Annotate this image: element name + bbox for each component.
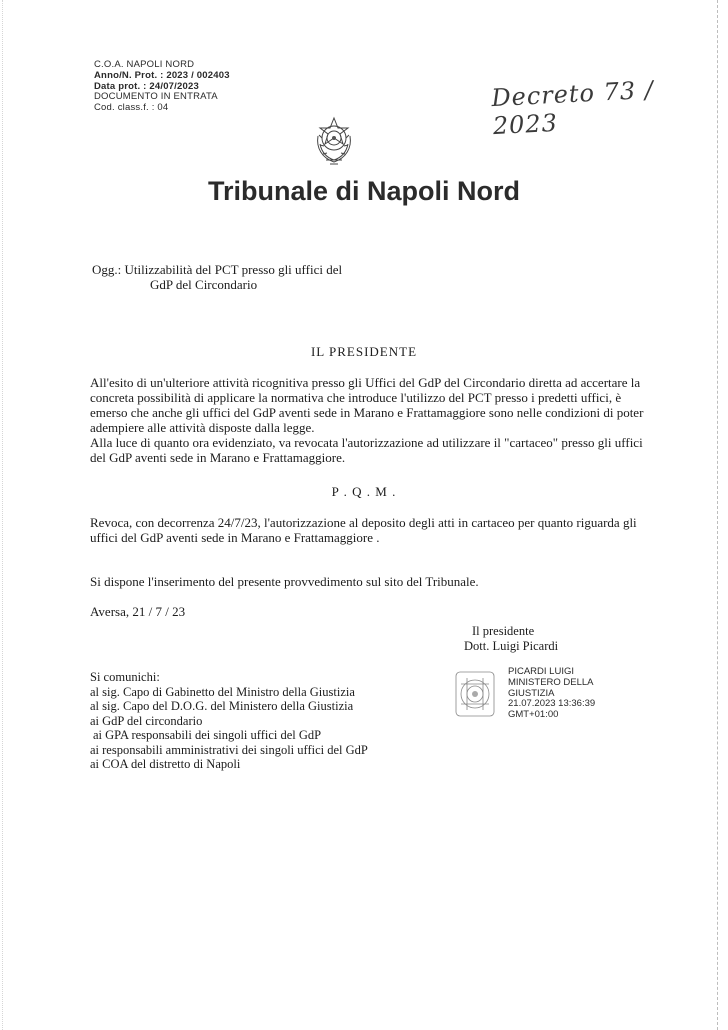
scan-edge-left	[2, 0, 3, 1030]
heading-pqm: P . Q . M .	[331, 484, 397, 499]
signature-role: Il presidente	[472, 624, 535, 638]
digital-stamp-line-2: MINISTERO DELLA	[508, 676, 594, 688]
body-text	[90, 375, 650, 465]
subject-line-2: GdP del Circondario	[150, 277, 258, 292]
distribution-title: Si comunichi:	[90, 670, 160, 684]
dispone-text: Si dispone l'inserimento del presente provvedimento sul sito del Tribunale.	[90, 574, 479, 589]
digital-stamp-line-3: GIUSTIZIA	[508, 687, 555, 699]
list-item: al sig. Capo del D.O.G. del Ministero della Giustizia	[90, 699, 354, 713]
distribution-list	[90, 670, 368, 772]
italian-republic-emblem-icon	[312, 114, 356, 171]
court-title: Tribunale di Napoli Nord	[207, 176, 521, 206]
revoca-text: Revoca, con decorrenza 24/7/23, l'autorizzazione al deposito degli atti in cartaceo per quanto riguarda gli uffici del GdP aventi sede in Marano e Frattamaggiore .	[90, 515, 637, 545]
signature-block	[464, 624, 559, 653]
subject-block	[92, 262, 342, 292]
list-item: ai responsabili amministrativi dei singoli uffici del GdP	[90, 742, 368, 757]
signature-name: Dott. Luigi Picardi	[464, 638, 559, 653]
revoca-paragraph	[90, 515, 650, 545]
protocol-anno-value: 2023 / 002403	[166, 69, 230, 81]
list-item: al sig. Capo di Gabinetto del Ministro della Giustizia	[90, 684, 355, 699]
list-item: ai COA del distretto di Napoli	[90, 757, 241, 771]
list-item: ai GdP del circondario	[90, 713, 203, 728]
body-paragraph-2: Alla luce di quanto ora evidenziato, va revocata l'autorizzazione ad utilizzare il "cartaceo" presso gli uffici del GdP aventi sede in Marano e Frattamaggiore.	[90, 435, 643, 465]
subject-line-1: Ogg.: Utilizzabilità del PCT presso gli uffici del	[92, 262, 343, 277]
protocol-documento: DOCUMENTO IN ENTRATA	[94, 91, 218, 103]
protocol-data-value: 24/07/2023	[149, 80, 199, 92]
protocol-cod: Cod. class.f. : 04	[94, 102, 169, 114]
protocol-data-label: Data prot. :	[94, 80, 147, 92]
place-date	[90, 604, 650, 619]
digital-signature-text	[508, 667, 595, 721]
protocol-stamp	[94, 60, 230, 114]
dispone-paragraph	[90, 574, 650, 589]
protocol-anno-label: Anno/N. Prot. :	[94, 69, 164, 81]
place-date-text: Aversa, 21 / 7 / 23	[90, 604, 186, 619]
body-paragraph-1: All'esito di un'ulteriore attività ricognitiva presso gli Uffici del GdP del Circondario diretta ad accertare la concreta possibilità di applicare la normativa che introduce l'utilizzo del PCT presso i predetti uffici, è emerso che anche gli uffici del GdP aventi sede in Marano e Frattamaggiore sono nelle condizioni di poter adempiere alle attività disposte dalla legge.	[90, 375, 644, 435]
protocol-coa: C.O.A. NAPOLI NORD	[94, 59, 195, 70]
digital-stamp-line-4: 21.07.2023 13:36:39	[508, 698, 596, 710]
digital-stamp-line-5: GMT+01:00	[508, 709, 559, 721]
heading-president: IL PRESIDENTE	[310, 344, 418, 359]
digital-stamp-line-1: PICARDI LUIGI	[508, 666, 574, 677]
scan-edge-right	[717, 0, 718, 1030]
list-item: ai GPA responsabili dei singoli uffici del GdP	[93, 728, 322, 742]
handwritten-decree-note: Decreto 73 / 2023	[490, 75, 655, 141]
digital-signature-seal-icon	[450, 664, 500, 729]
